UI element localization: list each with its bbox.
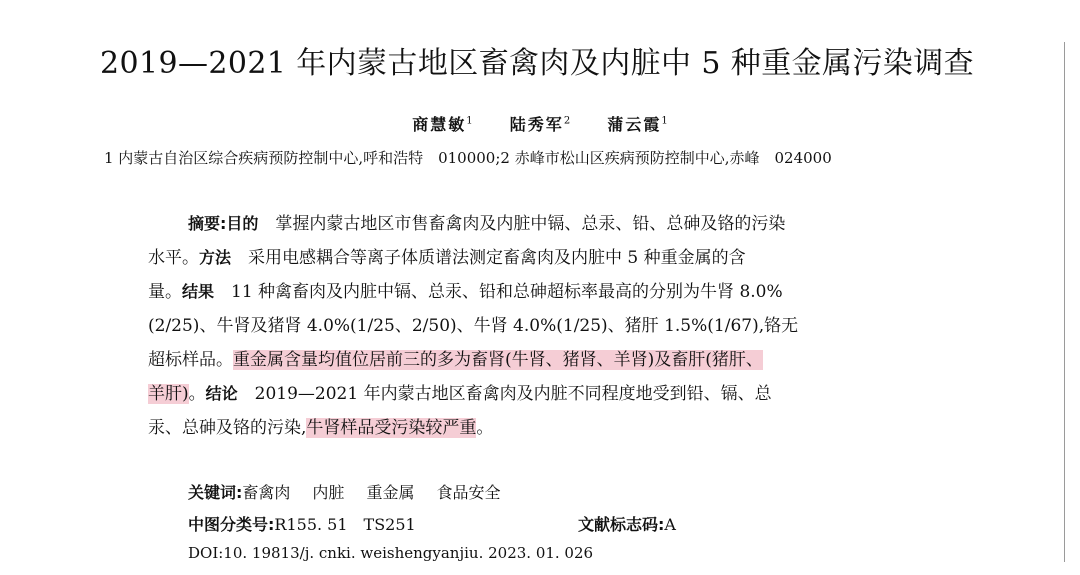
paper-title: 2019—2021 年内蒙古地区畜禽肉及内脏中 5 种重金属污染调查 — [100, 46, 974, 81]
abstract-line — [148, 411, 888, 445]
author-affiliation-mark: 2 — [563, 115, 571, 127]
result-label: 结果 — [182, 282, 215, 301]
classification-value: R155. 51 TS251 — [274, 515, 416, 534]
keywords — [188, 480, 500, 503]
keywords-label: 关键词: — [188, 483, 243, 502]
author-affiliation-mark: 1 — [661, 115, 668, 127]
keyword: 重金属 — [366, 483, 415, 502]
highlighted-text: 牛肾样品受污染较严重 — [306, 418, 477, 438]
conclusion-text: 汞、总砷及铬的污染, — [148, 418, 307, 438]
abstract-line — [148, 377, 888, 411]
objective-text-cont: 水平。 — [148, 248, 199, 268]
objective-text: 掌握内蒙古地区市售畜禽肉及内脏中镉、总汞、铅、总砷及铬的污染 — [275, 214, 786, 234]
conclusion-label: 结论 — [205, 384, 238, 403]
method-text-cont: 量。 — [148, 282, 182, 302]
result-text: 。 — [188, 384, 206, 404]
doi: DOI:10. 19813/j. cnki. weishengyanjiu. 2023. 01. 026 — [188, 544, 594, 562]
affiliations: 1 内蒙古自治区综合疾病预防控制中心,呼和浩特 010000;2 赤峰市松山区疾病预防控制中心,赤峰 024000 — [104, 149, 832, 167]
result-text: 超标样品。 — [148, 350, 233, 370]
document-code — [578, 512, 676, 535]
abstract-label: 摘要: — [188, 214, 227, 233]
conclusion-text: 。 — [476, 418, 494, 438]
author-affiliation-mark: 1 — [466, 115, 473, 127]
abstract-line — [148, 343, 888, 377]
document-code-label: 文献标志码: — [578, 515, 665, 534]
conclusion-text: 2019—2021 年内蒙古地区畜禽肉及内脏不同程度地受到铅、镉、总 — [254, 384, 772, 404]
method-label: 方法 — [199, 248, 232, 267]
keyword: 畜禽肉 — [242, 483, 291, 502]
author-name: 商慧敏 — [412, 115, 467, 134]
highlighted-text: 羊肝) — [148, 384, 189, 404]
result-text: (2/25)、牛肾及猪肾 4.0%(1/25、2/50)、牛肾 4.0%(1/25)、猪肝 1.5%(1/67),铬无 — [148, 316, 799, 336]
keyword: 食品安全 — [436, 483, 501, 502]
author-list — [0, 112, 1080, 135]
method-text: 采用电感耦合等离子体质谱法测定畜禽肉及内脏中 5 种重金属的含 — [248, 248, 746, 268]
result-text: 11 种禽畜肉及内脏中镉、总汞、铅和总砷超标率最高的分别为牛肾 8.0% — [231, 282, 783, 302]
classification-number — [188, 512, 416, 535]
classification-label: 中图分类号: — [188, 515, 275, 534]
abstract-line — [148, 241, 888, 275]
objective-label: 目的 — [226, 214, 259, 233]
author-name: 蒲云霞 — [607, 115, 662, 134]
author-name: 陆秀军 — [509, 115, 564, 134]
abstract-line — [148, 275, 888, 309]
document-code-value: A — [664, 515, 676, 534]
abstract-line — [148, 309, 888, 343]
abstract — [148, 207, 888, 445]
abstract-line — [148, 207, 888, 241]
keyword: 内脏 — [312, 483, 345, 502]
highlighted-text: 重金属含量均值位居前三的多为畜肾(牛肾、猪肾、羊肾)及畜肝(猪肝、 — [233, 350, 763, 370]
